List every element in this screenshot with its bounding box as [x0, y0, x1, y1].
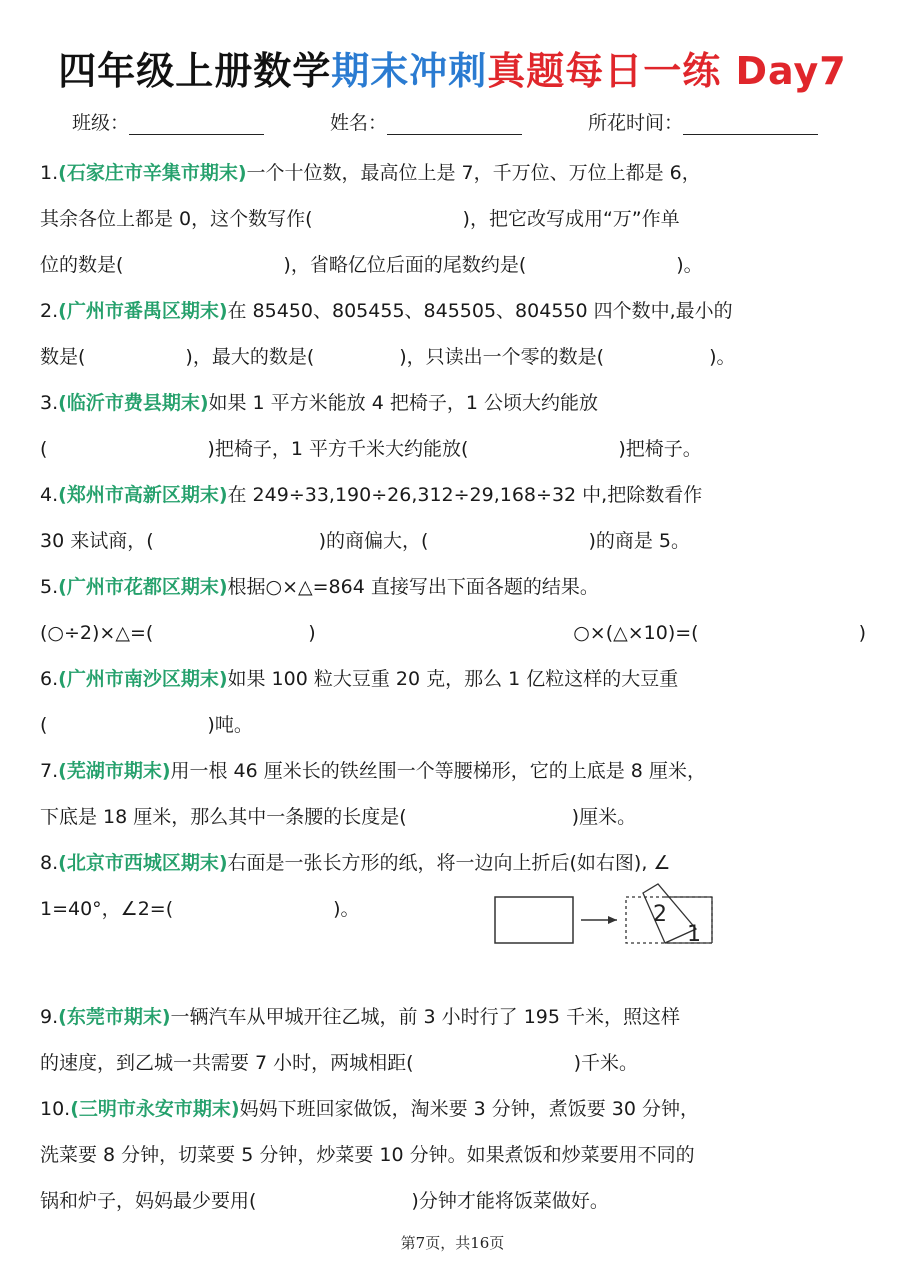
q4-number: 4.: [40, 484, 59, 506]
q2-line2b: )，最大的数是(: [185, 346, 315, 368]
class-label: 班级：: [72, 112, 130, 134]
q1-source: (石家庄市辛集市期末): [58, 162, 247, 184]
q6-line2a: (: [40, 714, 48, 736]
q10-source: (三明市永安市期末): [70, 1098, 240, 1120]
q8-line1: 右面是一张长方形的纸，将一边向上折后(如右图), ∠: [227, 852, 671, 874]
q8-line2a: 1=40°，∠2=(: [40, 898, 174, 920]
q5-expr1-left: (○÷2)×△=(: [40, 622, 154, 644]
q2-line2d: )。: [709, 346, 736, 368]
page-footer: 第7页，共16页: [400, 1234, 505, 1252]
question-1: [40, 150, 866, 288]
q7-line2a: 下底是 18 厘米，那么其中一条腰的长度是(: [40, 806, 407, 828]
q6-line2b: )吨。: [207, 714, 253, 736]
q9-line2a: 的速度，到乙城一共需要 7 小时，两城相距(: [40, 1052, 414, 1074]
title-part-1: 四年级上册数学: [58, 49, 332, 93]
q6-number: 6.: [40, 668, 59, 690]
q6-source: (广州市南沙区期末): [58, 668, 228, 690]
original-rectangle: [495, 897, 573, 943]
page-title: [0, 40, 905, 95]
name-label: 姓名：: [330, 112, 388, 134]
q9-number: 9.: [40, 1006, 59, 1028]
time-label: 所花时间：: [588, 112, 684, 134]
question-list: [40, 150, 866, 1224]
q2-line2c: )，只读出一个零的数是(: [399, 346, 605, 368]
q9-line2b: )千米。: [573, 1052, 639, 1074]
q5-line1: 根据○×△=864 直接写出下面各题的结果。: [227, 576, 599, 598]
q5-number: 5.: [40, 576, 59, 598]
title-part-2: 期末冲刺: [331, 49, 488, 93]
q4-line2b: )的商偏大，(: [318, 530, 429, 552]
q4-line2c: )的商是 5。: [588, 530, 691, 552]
q1-number: 1.: [40, 162, 59, 184]
q9-source: (东莞市期末): [58, 1006, 171, 1028]
q6-line1: 如果 100 粒大豆重 20 克，那么 1 亿粒这样的大豆重: [227, 668, 679, 690]
angle-2-label: 2: [653, 902, 667, 927]
angle-1-label: 1: [687, 922, 701, 947]
q1-line3b: )，省略亿位后面的尾数约是(: [283, 254, 527, 276]
q1-line2b: )，把它改写成用“万”作单: [462, 208, 680, 230]
question-6: [40, 656, 866, 748]
q10-line2: 洗菜要 8 分钟，切菜要 5 分钟，炒菜要 10 分钟。如果煮饭和炒菜要用不同的: [40, 1144, 695, 1166]
question-8: [40, 840, 866, 994]
name-blank[interactable]: [387, 114, 522, 135]
time-blank[interactable]: [683, 114, 818, 135]
q10-line3b: )分钟才能将饭菜做好。: [411, 1190, 609, 1212]
question-3: [40, 380, 866, 472]
question-5: [40, 564, 866, 656]
q3-source: (临沂市费县期末): [58, 392, 209, 414]
q3-line1: 如果 1 平方米能放 4 把椅子，1 公顷大约能放: [208, 392, 598, 414]
q3-number: 3.: [40, 392, 59, 414]
q4-line1: 在 249÷33,190÷26,312÷29,168÷32 中,把除数看作: [227, 484, 703, 506]
student-info-row: [0, 108, 905, 138]
name-field[interactable]: [330, 108, 522, 135]
q3-line2c: )把椅子。: [618, 438, 702, 460]
q3-line2b: )把椅子，1 平方千米大约能放(: [207, 438, 469, 460]
question-4: [40, 472, 866, 564]
q10-number: 10.: [40, 1098, 71, 1120]
q2-number: 2.: [40, 300, 59, 322]
q10-line1: 妈妈下班回家做饭，淘米要 3 分钟，煮饭要 30 分钟，: [239, 1098, 700, 1120]
q1-line3a: 位的数是(: [40, 254, 124, 276]
class-blank[interactable]: [129, 114, 264, 135]
q8-line2b: )。: [333, 898, 360, 920]
question-9: [40, 994, 866, 1086]
q4-line2a: 30 来试商，(: [40, 530, 154, 552]
q7-line2b: )厘米。: [571, 806, 637, 828]
q3-line2a: (: [40, 438, 48, 460]
class-field[interactable]: [72, 108, 264, 135]
question-2: [40, 288, 866, 380]
q8-number: 8.: [40, 852, 59, 874]
title-day-number: 7: [819, 49, 847, 93]
q2-source: (广州市番禺区期末): [58, 300, 228, 322]
q10-line3a: 锅和炉子，妈妈最少要用(: [40, 1190, 257, 1212]
q5-expr2-right: ): [858, 622, 866, 644]
time-field[interactable]: [588, 108, 818, 135]
q1-line2a: 其余各位上都是 0，这个数写作(: [40, 208, 313, 230]
q9-line1: 一辆汽车从甲城开往乙城，前 3 小时行了 195 千米，照这样: [170, 1006, 681, 1028]
question-10: [40, 1086, 866, 1224]
folded-paper-figure: [493, 883, 718, 955]
q8-source: (北京市西城区期末): [58, 852, 228, 874]
q5-expr2-left: ○×(△×10)=(: [573, 622, 699, 644]
q1-line3c: )。: [676, 254, 703, 276]
q4-source: (郑州市高新区期末): [58, 484, 228, 506]
q5-source: (广州市花都区期末): [58, 576, 228, 598]
arrow-head-icon: [608, 916, 617, 924]
title-part-3: 真题每日一练 Day: [487, 49, 820, 93]
question-7: [40, 748, 866, 840]
q7-number: 7.: [40, 760, 59, 782]
q8-figure-spacer: [40, 932, 866, 994]
q2-line2a: 数是(: [40, 346, 86, 368]
q5-expr1-right: ): [308, 622, 316, 644]
q7-source: (芜湖市期末): [58, 760, 171, 782]
q1-line1: 一个十位数，最高位上是 7，千万位、万位上都是 6，: [246, 162, 701, 184]
q7-line1: 用一根 46 厘米长的铁丝围一个等腰梯形，它的上底是 8 厘米，: [170, 760, 706, 782]
q2-line1: 在 85450、805455、845505、804550 四个数中,最小的: [227, 300, 733, 322]
